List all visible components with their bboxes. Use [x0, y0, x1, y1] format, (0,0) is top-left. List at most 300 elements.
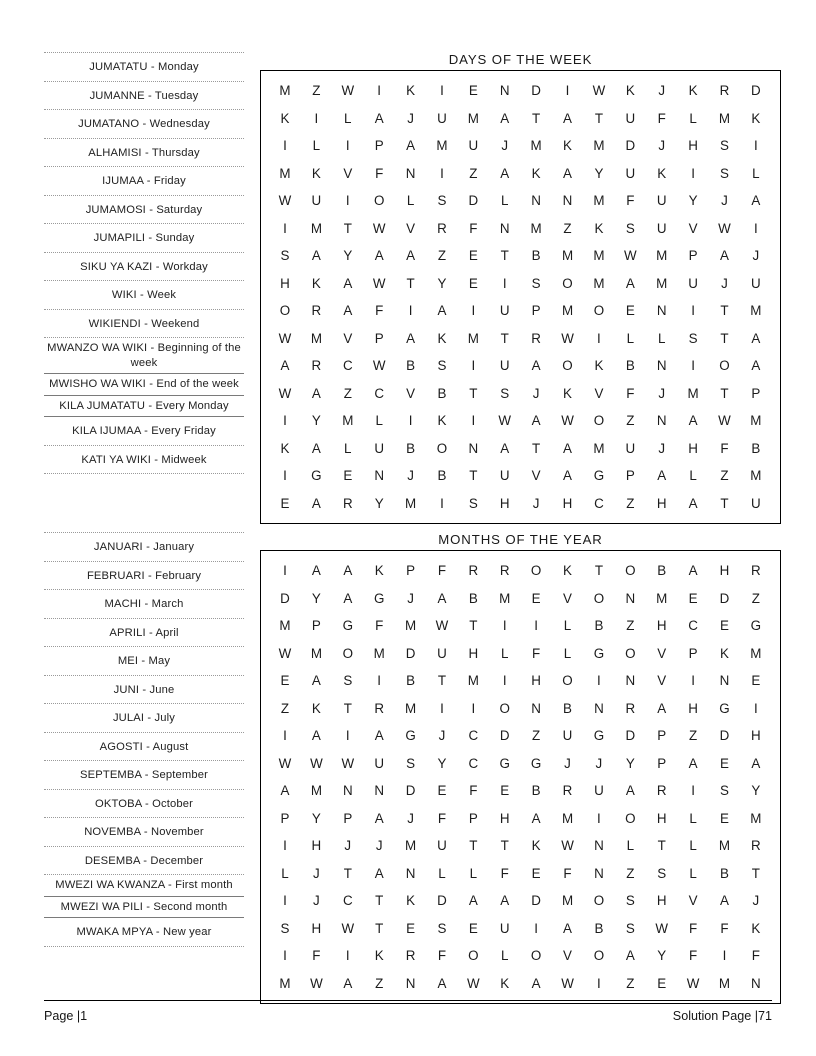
grid-cell[interactable]: P	[688, 645, 698, 661]
grid-cell[interactable]: A	[563, 165, 572, 181]
grid-cell[interactable]: M	[687, 385, 699, 401]
grid-cell[interactable]: T	[343, 865, 352, 881]
grid-cell[interactable]: R	[499, 563, 510, 578]
grid-cell[interactable]: A	[311, 673, 321, 688]
grid-cell[interactable]: E	[688, 590, 698, 606]
grid-cell[interactable]: R	[751, 838, 761, 853]
grid-cell[interactable]: A	[311, 248, 321, 263]
grid-cell[interactable]: J	[721, 275, 728, 291]
grid-cell[interactable]: P	[688, 248, 698, 263]
grid-cell[interactable]: E	[657, 975, 667, 991]
grid-cell[interactable]: S	[688, 330, 698, 346]
grid-cell[interactable]: A	[343, 275, 353, 291]
grid-cell[interactable]: L	[501, 193, 509, 208]
grid-cell[interactable]: K	[563, 138, 572, 153]
grid-cell[interactable]: R	[311, 303, 322, 318]
word-list-item[interactable]: DESEMBA - December	[44, 847, 244, 876]
grid-cell[interactable]: H	[656, 810, 667, 826]
grid-cell[interactable]: N	[374, 468, 384, 483]
grid-cell[interactable]: D	[499, 728, 510, 743]
grid-cell[interactable]: N	[656, 358, 667, 373]
grid-cell[interactable]: K	[751, 110, 761, 126]
grid-cell[interactable]: I	[534, 618, 538, 633]
grid-cell[interactable]: A	[406, 248, 416, 263]
grid-cell[interactable]: L	[501, 948, 509, 963]
grid-cell[interactable]: E	[720, 618, 729, 633]
grid-cell[interactable]: I	[283, 220, 287, 236]
word-list-item[interactable]: KILA IJUMAA - Every Friday	[44, 417, 244, 446]
grid-cell[interactable]: H	[280, 275, 290, 291]
grid-cell[interactable]: G	[593, 728, 605, 743]
grid-cell[interactable]: I	[314, 110, 319, 126]
grid-cell[interactable]: U	[594, 783, 604, 798]
grid-cell[interactable]: O	[530, 948, 542, 963]
grid-cell[interactable]: I	[753, 220, 758, 236]
grid-cell[interactable]: K	[594, 358, 604, 373]
grid-cell[interactable]: R	[751, 563, 761, 578]
grid-cell[interactable]: A	[500, 893, 510, 908]
grid-cell[interactable]: A	[311, 495, 321, 511]
grid-cell[interactable]: I	[753, 700, 758, 716]
grid-cell[interactable]: W	[592, 83, 606, 98]
word-list-item[interactable]: OKTOBA - October	[44, 790, 244, 819]
grid-cell[interactable]: B	[657, 563, 667, 578]
grid-cell[interactable]: A	[437, 590, 447, 606]
grid-cell[interactable]: W	[372, 275, 386, 291]
grid-cell[interactable]: O	[499, 700, 510, 716]
grid-cell[interactable]: P	[657, 728, 667, 743]
grid-cell[interactable]: I	[440, 495, 444, 511]
grid-cell[interactable]: E	[720, 755, 729, 771]
grid-cell[interactable]: O	[436, 440, 448, 456]
grid-cell[interactable]: T	[720, 385, 729, 401]
grid-cell[interactable]: K	[688, 83, 698, 98]
grid-cell[interactable]: U	[499, 358, 510, 373]
grid-cell[interactable]: A	[688, 755, 698, 771]
grid-cell[interactable]: S	[625, 220, 635, 236]
grid-cell[interactable]: I	[597, 810, 601, 826]
grid-cell[interactable]: J	[344, 838, 352, 853]
grid-cell[interactable]: W	[278, 645, 292, 661]
grid-cell[interactable]: F	[469, 220, 478, 236]
grid-cell[interactable]: A	[688, 495, 698, 511]
grid-cell[interactable]: G	[342, 618, 353, 633]
grid-cell[interactable]: T	[594, 110, 603, 126]
grid-cell[interactable]: S	[531, 275, 541, 291]
grid-cell[interactable]: W	[341, 83, 355, 98]
grid-cell[interactable]: I	[597, 330, 601, 346]
grid-cell[interactable]: F	[312, 948, 321, 963]
grid-cell[interactable]: F	[720, 920, 729, 936]
grid-cell[interactable]: E	[406, 920, 416, 936]
grid-cell[interactable]: M	[404, 495, 417, 511]
grid-cell[interactable]: E	[720, 810, 729, 826]
grid-cell[interactable]: N	[499, 220, 510, 236]
grid-cell[interactable]: J	[658, 83, 666, 98]
grid-cell[interactable]: I	[283, 468, 287, 483]
grid-cell[interactable]: M	[373, 645, 385, 661]
grid-cell[interactable]: W	[310, 975, 323, 991]
grid-cell[interactable]: W	[278, 330, 292, 346]
grid-cell[interactable]: B	[594, 618, 604, 633]
grid-cell[interactable]: A	[437, 975, 447, 991]
grid-cell[interactable]: I	[408, 413, 413, 428]
grid-cell[interactable]: S	[625, 920, 635, 936]
grid-cell[interactable]: I	[283, 893, 287, 908]
grid-cell[interactable]: B	[437, 385, 447, 401]
grid-cell[interactable]: R	[562, 783, 573, 798]
grid-cell[interactable]: K	[437, 413, 447, 428]
grid-cell[interactable]: B	[406, 673, 416, 688]
grid-cell[interactable]: I	[502, 618, 507, 633]
grid-cell[interactable]: J	[595, 755, 603, 771]
word-search-grid-days[interactable]	[260, 70, 781, 524]
grid-cell[interactable]: Z	[563, 220, 572, 236]
grid-cell[interactable]: T	[594, 563, 603, 578]
grid-cell[interactable]: J	[501, 138, 509, 153]
grid-cell[interactable]: Z	[751, 590, 760, 606]
grid-cell[interactable]: O	[719, 358, 730, 373]
grid-cell[interactable]: H	[656, 495, 667, 511]
grid-cell[interactable]: Z	[626, 618, 635, 633]
grid-cell[interactable]: K	[406, 893, 416, 908]
grid-cell[interactable]: U	[499, 303, 510, 318]
grid-cell[interactable]: O	[593, 413, 605, 428]
grid-cell[interactable]: G	[593, 468, 605, 483]
word-list-item[interactable]: JANUARI - January	[44, 532, 244, 562]
grid-cell[interactable]: Y	[311, 810, 321, 826]
grid-cell[interactable]: E	[751, 673, 761, 688]
grid-cell[interactable]: S	[625, 893, 635, 908]
grid-cell[interactable]: A	[657, 700, 667, 716]
grid-cell[interactable]: D	[468, 193, 479, 208]
grid-cell[interactable]: D	[719, 728, 730, 743]
grid-cell[interactable]: V	[657, 645, 667, 661]
grid-cell[interactable]: F	[532, 645, 541, 661]
word-list-item[interactable]: JUMAPILI - Sunday	[44, 224, 244, 253]
grid-cell[interactable]: Y	[437, 275, 447, 291]
grid-cell[interactable]: D	[280, 590, 290, 606]
grid-cell[interactable]: A	[280, 358, 290, 373]
grid-cell[interactable]: P	[751, 385, 761, 401]
word-list-item[interactable]: ALHAMISI - Thursday	[44, 139, 244, 168]
grid-cell[interactable]: T	[469, 468, 478, 483]
grid-cell[interactable]: M	[561, 303, 574, 318]
grid-cell[interactable]: K	[720, 645, 729, 661]
grid-cell[interactable]: J	[752, 893, 760, 908]
grid-cell[interactable]: F	[469, 783, 478, 798]
grid-cell[interactable]: T	[469, 385, 478, 401]
grid-cell[interactable]: A	[500, 440, 510, 456]
grid-cell[interactable]: S	[720, 783, 729, 798]
grid-cell[interactable]: Z	[437, 248, 447, 263]
grid-cell[interactable]: A	[311, 385, 321, 401]
grid-cell[interactable]: M	[561, 810, 574, 826]
grid-cell[interactable]: I	[345, 728, 350, 743]
grid-cell[interactable]: Z	[312, 83, 321, 98]
grid-cell[interactable]: A	[531, 358, 541, 373]
grid-cell[interactable]: B	[406, 440, 416, 456]
grid-cell[interactable]: U	[751, 275, 761, 291]
grid-cell[interactable]: I	[691, 358, 695, 373]
grid-cell[interactable]: W	[278, 385, 292, 401]
grid-cell[interactable]: H	[499, 810, 510, 826]
grid-cell[interactable]: J	[407, 110, 414, 126]
grid-cell[interactable]: H	[311, 920, 322, 936]
grid-cell[interactable]: F	[720, 440, 729, 456]
grid-cell[interactable]: M	[593, 248, 605, 263]
grid-cell[interactable]: P	[657, 755, 667, 771]
word-list-item[interactable]: IJUMAA - Friday	[44, 167, 244, 196]
grid-cell[interactable]: I	[565, 83, 570, 98]
grid-cell[interactable]: T	[500, 330, 509, 346]
grid-cell[interactable]: Z	[343, 385, 352, 401]
word-list-item[interactable]: MWISHO WA WIKI - End of the week	[44, 374, 244, 396]
grid-cell[interactable]: I	[377, 83, 382, 98]
grid-cell[interactable]: K	[657, 165, 667, 181]
grid-cell[interactable]: L	[689, 468, 697, 483]
grid-cell[interactable]: A	[406, 330, 416, 346]
grid-cell[interactable]: N	[594, 865, 604, 881]
grid-cell[interactable]: T	[375, 893, 384, 908]
grid-cell[interactable]: L	[626, 330, 635, 346]
grid-cell[interactable]: T	[657, 838, 666, 853]
grid-cell[interactable]: E	[625, 303, 635, 318]
grid-cell[interactable]: Z	[688, 728, 698, 743]
grid-cell[interactable]: T	[375, 920, 384, 936]
grid-cell[interactable]: I	[408, 303, 413, 318]
grid-cell[interactable]: Y	[657, 948, 667, 963]
grid-cell[interactable]: Z	[626, 865, 635, 881]
grid-cell[interactable]: U	[437, 110, 447, 126]
grid-cell[interactable]: K	[437, 330, 447, 346]
grid-cell[interactable]: C	[594, 495, 604, 511]
grid-cell[interactable]: B	[720, 865, 729, 881]
grid-cell[interactable]: D	[405, 645, 416, 661]
grid-cell[interactable]: N	[405, 865, 416, 881]
grid-cell[interactable]: K	[563, 563, 572, 578]
grid-cell[interactable]: M	[593, 193, 605, 208]
word-list-item[interactable]: WIKIENDI - Weekend	[44, 310, 244, 339]
grid-cell[interactable]: A	[720, 893, 729, 908]
grid-cell[interactable]: M	[561, 248, 574, 263]
grid-cell[interactable]: S	[280, 248, 290, 263]
grid-cell[interactable]: A	[625, 948, 635, 963]
grid-cell[interactable]: N	[405, 975, 416, 991]
grid-cell[interactable]: I	[691, 165, 695, 181]
grid-cell[interactable]: L	[312, 138, 321, 153]
grid-cell[interactable]: A	[563, 468, 572, 483]
word-list-item[interactable]: MACHI - March	[44, 590, 244, 619]
word-list-item[interactable]: MWANZO WA WIKI - Beginning of the week	[44, 338, 244, 374]
grid-cell[interactable]: A	[374, 110, 384, 126]
grid-cell[interactable]: B	[406, 358, 416, 373]
grid-cell[interactable]: Y	[311, 590, 321, 606]
grid-cell[interactable]: J	[532, 495, 540, 511]
word-list-item[interactable]: JUMATATU - Monday	[44, 52, 244, 82]
grid-cell[interactable]: T	[500, 248, 509, 263]
grid-cell[interactable]: P	[625, 468, 635, 483]
grid-cell[interactable]: I	[691, 673, 695, 688]
grid-cell[interactable]: N	[531, 700, 541, 716]
grid-cell[interactable]: A	[688, 413, 698, 428]
grid-cell[interactable]: W	[623, 248, 637, 263]
grid-cell[interactable]: H	[688, 700, 698, 716]
grid-cell[interactable]: W	[341, 920, 355, 936]
grid-cell[interactable]: T	[720, 495, 729, 511]
grid-cell[interactable]: R	[437, 220, 447, 236]
grid-cell[interactable]: J	[407, 590, 414, 606]
grid-cell[interactable]: A	[374, 728, 384, 743]
grid-cell[interactable]: N	[625, 590, 636, 606]
grid-cell[interactable]: W	[278, 755, 292, 771]
grid-cell[interactable]: K	[406, 83, 416, 98]
grid-cell[interactable]: B	[531, 783, 541, 798]
grid-cell[interactable]: R	[405, 948, 416, 963]
grid-cell[interactable]: O	[530, 563, 542, 578]
grid-cell[interactable]: W	[718, 413, 731, 428]
grid-cell[interactable]: L	[438, 865, 446, 881]
grid-cell[interactable]: D	[531, 83, 541, 98]
grid-cell[interactable]: Y	[437, 755, 447, 771]
grid-cell[interactable]: E	[500, 783, 510, 798]
grid-cell[interactable]: I	[471, 303, 476, 318]
grid-cell[interactable]: L	[469, 865, 478, 881]
grid-cell[interactable]: V	[657, 673, 667, 688]
grid-cell[interactable]: G	[499, 755, 510, 771]
grid-cell[interactable]: J	[721, 193, 728, 208]
grid-cell[interactable]: U	[374, 440, 384, 456]
grid-cell[interactable]: S	[500, 385, 510, 401]
grid-cell[interactable]: M	[310, 645, 322, 661]
grid-cell[interactable]: T	[343, 220, 352, 236]
grid-cell[interactable]: L	[344, 110, 352, 126]
grid-cell[interactable]: I	[502, 275, 507, 291]
grid-cell[interactable]: P	[374, 330, 384, 346]
grid-cell[interactable]: H	[499, 495, 510, 511]
grid-cell[interactable]: M	[656, 590, 668, 606]
grid-cell[interactable]: F	[500, 865, 509, 881]
grid-cell[interactable]: I	[471, 700, 476, 716]
grid-cell[interactable]: W	[655, 920, 668, 936]
grid-cell[interactable]: A	[374, 248, 384, 263]
grid-cell[interactable]: P	[531, 303, 541, 318]
grid-cell[interactable]: H	[656, 893, 667, 908]
grid-cell[interactable]: A	[437, 303, 447, 318]
grid-cell[interactable]: A	[751, 755, 761, 771]
grid-cell[interactable]: C	[374, 385, 384, 401]
word-list-item[interactable]: NOVEMBA - November	[44, 818, 244, 847]
word-list-item[interactable]: APRILI - April	[44, 619, 244, 648]
grid-cell[interactable]: I	[471, 358, 476, 373]
grid-cell[interactable]: A	[563, 110, 572, 126]
grid-cell[interactable]: I	[283, 138, 287, 153]
grid-cell[interactable]: K	[280, 440, 290, 456]
grid-cell[interactable]: H	[531, 673, 541, 688]
grid-cell[interactable]: V	[343, 165, 353, 181]
grid-cell[interactable]: W	[561, 975, 574, 991]
word-list-item[interactable]: MWAKA MPYA - New year	[44, 918, 244, 947]
grid-cell[interactable]: I	[440, 83, 444, 98]
grid-cell[interactable]: I	[597, 673, 601, 688]
grid-cell[interactable]: W	[561, 838, 574, 853]
grid-cell[interactable]: A	[311, 728, 321, 743]
grid-cell[interactable]: M	[279, 975, 291, 991]
grid-cell[interactable]: I	[471, 413, 476, 428]
grid-cell[interactable]: M	[718, 838, 731, 853]
grid-cell[interactable]: L	[344, 440, 352, 456]
grid-cell[interactable]: I	[377, 673, 382, 688]
word-list-item[interactable]: WIKI - Week	[44, 281, 244, 310]
grid-cell[interactable]: P	[406, 563, 416, 578]
grid-cell[interactable]: M	[310, 783, 322, 798]
grid-cell[interactable]: J	[752, 248, 760, 263]
grid-cell[interactable]: O	[593, 590, 605, 606]
grid-cell[interactable]: R	[719, 83, 730, 98]
grid-cell[interactable]: J	[375, 838, 383, 853]
grid-cell[interactable]: E	[531, 590, 541, 606]
grid-cell[interactable]: F	[563, 865, 572, 881]
grid-cell[interactable]: W	[435, 618, 449, 633]
grid-cell[interactable]: D	[625, 728, 636, 743]
grid-cell[interactable]: O	[625, 645, 636, 661]
grid-cell[interactable]: K	[280, 110, 290, 126]
grid-cell[interactable]: E	[468, 83, 478, 98]
grid-cell[interactable]: H	[311, 838, 322, 853]
grid-cell[interactable]: L	[406, 193, 415, 208]
grid-cell[interactable]: N	[531, 193, 541, 208]
grid-cell[interactable]: S	[468, 495, 478, 511]
grid-cell[interactable]: E	[280, 495, 290, 511]
word-list-item[interactable]: JUMANNE - Tuesday	[44, 82, 244, 111]
grid-cell[interactable]: D	[751, 83, 761, 98]
grid-cell[interactable]: I	[283, 948, 287, 963]
grid-cell[interactable]: N	[562, 193, 573, 208]
grid-cell[interactable]: L	[626, 838, 635, 853]
grid-cell[interactable]: I	[345, 138, 350, 153]
grid-cell[interactable]: A	[751, 193, 761, 208]
grid-cell[interactable]: U	[499, 468, 510, 483]
grid-cell[interactable]: L	[375, 413, 383, 428]
grid-cell[interactable]: Y	[688, 193, 698, 208]
grid-cell[interactable]: M	[467, 110, 479, 126]
grid-cell[interactable]: E	[280, 673, 290, 688]
grid-cell[interactable]: M	[718, 975, 731, 991]
grid-cell[interactable]: I	[753, 138, 758, 153]
grid-cell[interactable]: J	[438, 728, 446, 743]
grid-cell[interactable]: A	[374, 865, 384, 881]
grid-cell[interactable]: A	[531, 413, 541, 428]
word-list-item[interactable]: MEI - May	[44, 647, 244, 676]
grid-cell[interactable]: S	[437, 920, 447, 936]
grid-cell[interactable]: Z	[720, 468, 729, 483]
grid-cell[interactable]: Y	[751, 783, 761, 798]
grid-cell[interactable]: A	[311, 563, 321, 578]
grid-cell[interactable]: U	[625, 440, 636, 456]
grid-cell[interactable]: O	[468, 948, 479, 963]
grid-cell[interactable]: T	[500, 838, 509, 853]
grid-cell[interactable]: D	[625, 138, 636, 153]
grid-cell[interactable]: A	[751, 358, 761, 373]
grid-cell[interactable]: M	[718, 110, 731, 126]
grid-cell[interactable]: M	[310, 220, 322, 236]
grid-cell[interactable]: I	[691, 783, 695, 798]
word-list-item[interactable]: AGOSTI - August	[44, 733, 244, 762]
grid-cell[interactable]: T	[720, 330, 729, 346]
grid-cell[interactable]: A	[657, 468, 667, 483]
grid-cell[interactable]: B	[437, 468, 447, 483]
grid-cell[interactable]: M	[342, 413, 354, 428]
